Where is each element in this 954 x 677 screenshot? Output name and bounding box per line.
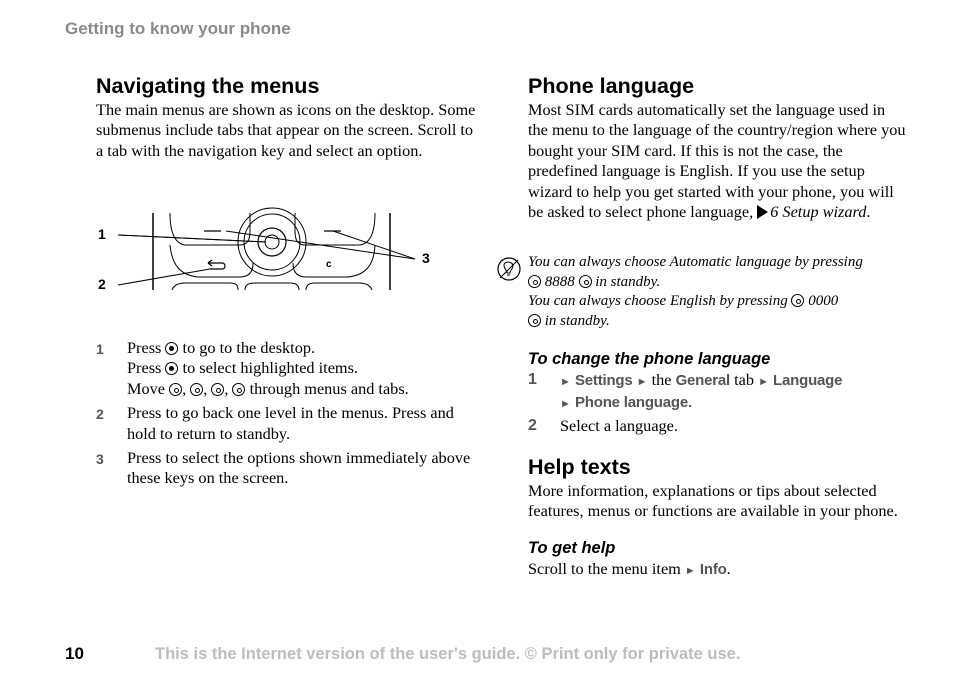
tip-note: You can always choose Automatic language by pressing 8888 in standby. You can always choose English by pressing 0000 in standby. (528, 254, 863, 329)
list-item: 2 Press to go back one level in the menus. Press and hold to return to standby. (96, 403, 454, 443)
callout-3: 3 (422, 250, 430, 266)
nav-right-key-icon (579, 275, 592, 288)
center-select-key-icon (165, 342, 178, 355)
nav-right-key-icon (190, 383, 203, 396)
intro-paragraph: The main menus are shown as icons on the desktop. Some submenus include tabs that appear on the screen. Scroll to a tab with the navigation key and select an option. (96, 100, 476, 160)
help-texts-section (528, 454, 908, 581)
list-item: 2 Select a language. (528, 415, 678, 435)
menu-general: General (675, 372, 731, 389)
nav-left-key-icon (791, 294, 804, 307)
page-number: 10 (65, 644, 84, 663)
arrow-ref-icon (757, 205, 768, 219)
menu-language: Language (773, 372, 843, 389)
phone-language-paragraph: Most SIM cards automatically set the language used in the menu to the language of the country/region where you bought your SIM card. If this is not the case, the predefined language is English. If you use the setup wizard to help you get started with your phone, you will be asked to select phone language, 6 Setup wizard. (528, 100, 906, 222)
subheading-get-help: To get help (528, 538, 616, 557)
right-column (528, 73, 908, 222)
section-heading-phone-language: Phone language (528, 74, 695, 98)
tip-lightbulb-icon (496, 256, 522, 282)
running-header: Getting to know your phone (65, 19, 291, 38)
list-item: 1 Press to go to the desktop. Press to select highlighted items. Move , , , through menus and tabs. (96, 338, 409, 398)
nav-right-key-icon (528, 314, 541, 327)
callout-list (96, 338, 476, 489)
get-help-step: Scroll to the menu item ► Info. (528, 558, 731, 578)
nav-down-key-icon (232, 383, 245, 396)
clear-key-c: c (326, 259, 332, 270)
callout-2: 2 (98, 276, 106, 292)
change-language-section (528, 348, 908, 436)
section-heading-help-texts: Help texts (528, 455, 631, 479)
menu-settings: Settings (574, 372, 633, 389)
left-column (96, 73, 476, 161)
menu-info: Info (699, 560, 727, 578)
phone-keypad-illustration (90, 205, 450, 300)
section-heading-navigating: Navigating the menus (96, 74, 320, 98)
list-item: 1 ► Settings ► the General tab ► Language ► Phone language. (528, 370, 843, 412)
nav-left-key-icon (528, 275, 541, 288)
nav-up-key-icon (211, 383, 224, 396)
subheading-change-language: To change the phone language (528, 350, 771, 368)
list-item: 3 Press to select the options shown immediately above these keys on the screen. (96, 448, 471, 488)
menu-phone-language: Phone language (574, 394, 689, 412)
center-select-key-icon (165, 362, 178, 375)
nav-left-key-icon (169, 383, 182, 396)
callout-1: 1 (98, 226, 106, 242)
back-arrow-icon (208, 260, 225, 269)
help-paragraph: More information, explanations or tips about selected features, menus or functions are available in your phone. (528, 481, 898, 521)
footer-note: This is the Internet version of the user's guide. © Print only for private use. (155, 645, 741, 663)
